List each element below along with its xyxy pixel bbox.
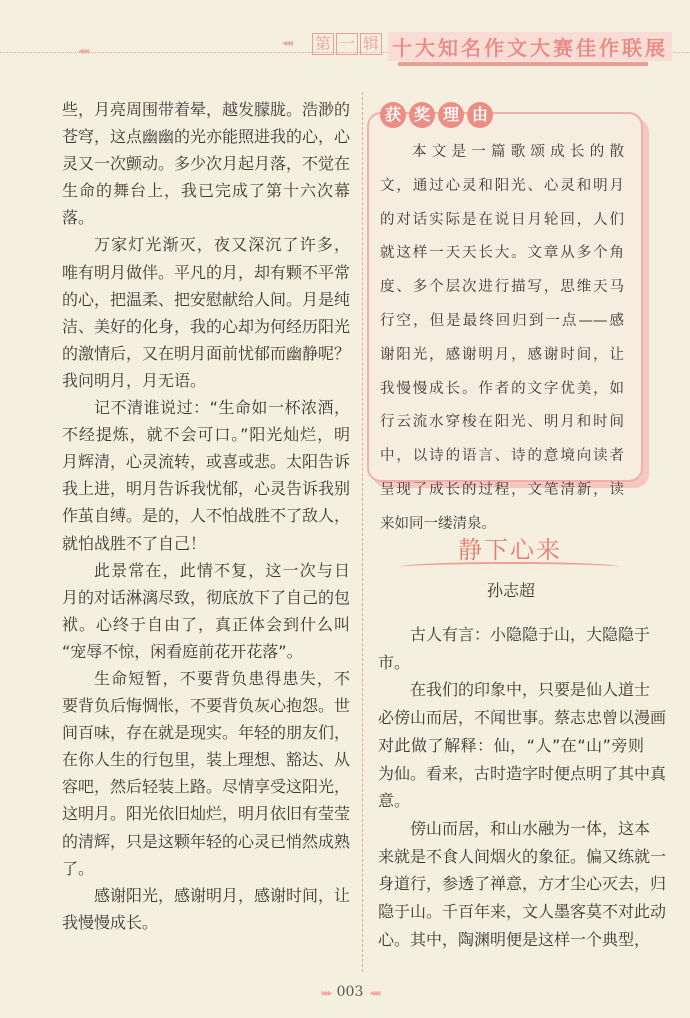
- essay-author: 孙志超: [486, 581, 535, 600]
- text-line: 容吧，然后轻装上路。尽情享受这阳光，: [62, 777, 351, 797]
- text-line: 对此做了解释：仙，“人”在“山”旁则: [378, 735, 644, 755]
- tab-char: 由: [467, 102, 493, 128]
- award-reason-text: [380, 136, 624, 542]
- text-line: 我问明月，月无语。: [62, 370, 207, 390]
- award-reason-tab: [380, 102, 493, 128]
- text-line: 意。: [378, 791, 411, 811]
- book-title: 十大知名作文大赛佳作联展: [388, 32, 672, 61]
- text-line: 些，月亮周围带着晕，越发朦胧。浩渺的: [62, 100, 351, 119]
- text-line: 生命的舞台上，我已完成了第十六次幕: [62, 181, 350, 201]
- series-char: 一: [336, 33, 358, 55]
- text-line: 的清辉，只是这颗年轻的心灵已悄然成熟: [62, 831, 351, 851]
- text-line: 记不清谁说过：“生命如一杯浓酒，: [94, 398, 350, 418]
- text-line: 我慢慢成长。作者的文字优美，如: [380, 380, 624, 397]
- text-line: 落。: [62, 208, 95, 228]
- text-line: 傍山而居，和山水融为一体，这本: [410, 818, 651, 838]
- left-column: [62, 96, 350, 936]
- text-line: 为仙。看来，古时造字时便点明了其中真: [378, 763, 667, 783]
- text-line: 万家灯光渐灭，夜又深沉了许多，: [94, 235, 350, 255]
- essay-body: [378, 621, 667, 953]
- arrow-left-icon: ◂◂◂: [282, 38, 292, 49]
- text-line: “宠辱不惊，闲看庭前花开花落”。: [62, 641, 303, 661]
- text-line: 苍穹，这点幽幽的光亦能照进我的心，心: [62, 127, 351, 147]
- arrow-right-icon: ▸▸▸: [321, 988, 331, 999]
- text-line: 在我们的印象中，只要是仙人道士: [410, 680, 651, 700]
- text-line: 不经提炼，就不会可口。”阳光灿烂，明: [62, 425, 350, 445]
- text-line: 身道行，参透了禅意，方才尘心灭去，归: [378, 874, 667, 894]
- title-underline: [398, 62, 648, 66]
- page-footer: [300, 984, 400, 1000]
- text-line: 唯有明月做伴。平凡的月，却有颗不平常: [62, 262, 351, 282]
- text-line: 本文是一篇歌颂成长的散: [412, 144, 624, 160]
- text-line: 洁、美好的化身，我的心却为何经历阳光: [62, 316, 351, 336]
- text-line: 感谢阳光，感谢明月，感谢时间，让: [94, 885, 351, 905]
- text-line: 的对话实际是在说日月轮回，人们: [380, 211, 624, 228]
- text-line: 来就是不食人间烟火的象征。偏又练就一: [378, 846, 667, 866]
- tab-char: 理: [438, 102, 464, 128]
- tab-char: 奖: [409, 102, 435, 128]
- text-line: 就这样一天天长大。文章从多个角: [380, 245, 624, 262]
- text-line: 行云流水穿梭在阳光、明月和时间: [380, 414, 624, 431]
- column-divider: [362, 92, 363, 972]
- text-line: 来如同一缕清泉。: [380, 515, 496, 532]
- text-line: 袱。心终于自由了，真正体会到什么叫: [62, 614, 350, 634]
- text-line: 作茧自缚。是的，人不怕战胜不了敌人，: [62, 506, 351, 526]
- arrow-left-icon: ◂◂◂: [369, 988, 379, 999]
- text-line: 此景常在，此情不复，这一次与日: [94, 560, 350, 580]
- text-line: 古人有言：小隐隐于山，大隐隐于: [410, 625, 651, 644]
- text-line: 月的对话淋漓尽致，彻底放下了自己的包: [62, 587, 351, 607]
- page-number: 003: [336, 984, 364, 1000]
- text-line: 行空，但是最终回归到一点——感: [380, 312, 624, 329]
- text-line: 隐于山。千百年来，文人墨客莫不对此动: [378, 902, 667, 922]
- series-char: 辑: [360, 33, 382, 55]
- series-label: [312, 33, 384, 55]
- text-line: 呈现了成长的过程，文笔清新，读: [380, 481, 624, 498]
- text-line: 的心，把温柔、把安慰献给人间。月是纯: [62, 289, 351, 309]
- text-line: 必傍山而居，不闻世事。蔡志忠曾以漫画: [378, 708, 667, 728]
- text-line: 心。其中，陶渊明便是这样一个典型，: [378, 929, 651, 949]
- series-char: 第: [312, 33, 334, 55]
- arrow-left-icon: ◂◂◂: [78, 46, 88, 57]
- text-line: 灵又一次颤动。多少次月起月落，不觉在: [62, 154, 351, 174]
- text-line: 文，通过心灵和阳光、心灵和明月: [380, 177, 624, 194]
- text-line: 了。: [62, 858, 95, 878]
- title-flourish: [400, 562, 620, 572]
- text-line: 在你人生的行包里，装上理想、豁达、从: [62, 750, 351, 770]
- text-line: 我上进，明月告诉我忧郁，心灵告诉我别: [62, 479, 351, 499]
- tab-char: 获: [380, 102, 406, 128]
- essay-title: 静下心来: [458, 536, 562, 564]
- text-line: 我慢慢成长。: [62, 912, 159, 932]
- text-line: 间百味，存在就是现实。年轻的朋友们，: [62, 723, 351, 743]
- text-line: 的激情后，又在明月面前忧郁而幽静呢？: [62, 343, 351, 363]
- text-line: 度、多个层次进行描写，思维天马: [380, 279, 624, 296]
- text-line: 月辉清，心灵流转，或喜或悲。太阳告诉: [62, 452, 351, 472]
- text-line: 市。: [378, 652, 411, 672]
- text-line: 生命短暂，不要背负患得患失，不: [94, 668, 350, 688]
- text-line: 要背负后悔惆怅，不要背负灰心抱怨。世: [62, 696, 351, 716]
- text-line: 就怕战胜不了自己！: [62, 533, 207, 553]
- text-line: 中，以诗的语言、诗的意境向读者: [380, 448, 624, 465]
- text-line: 谢阳光，感谢明月，感谢时间，让: [380, 346, 624, 363]
- text-line: 这明月。阳光依旧灿烂，明月依旧有莹莹: [62, 804, 351, 824]
